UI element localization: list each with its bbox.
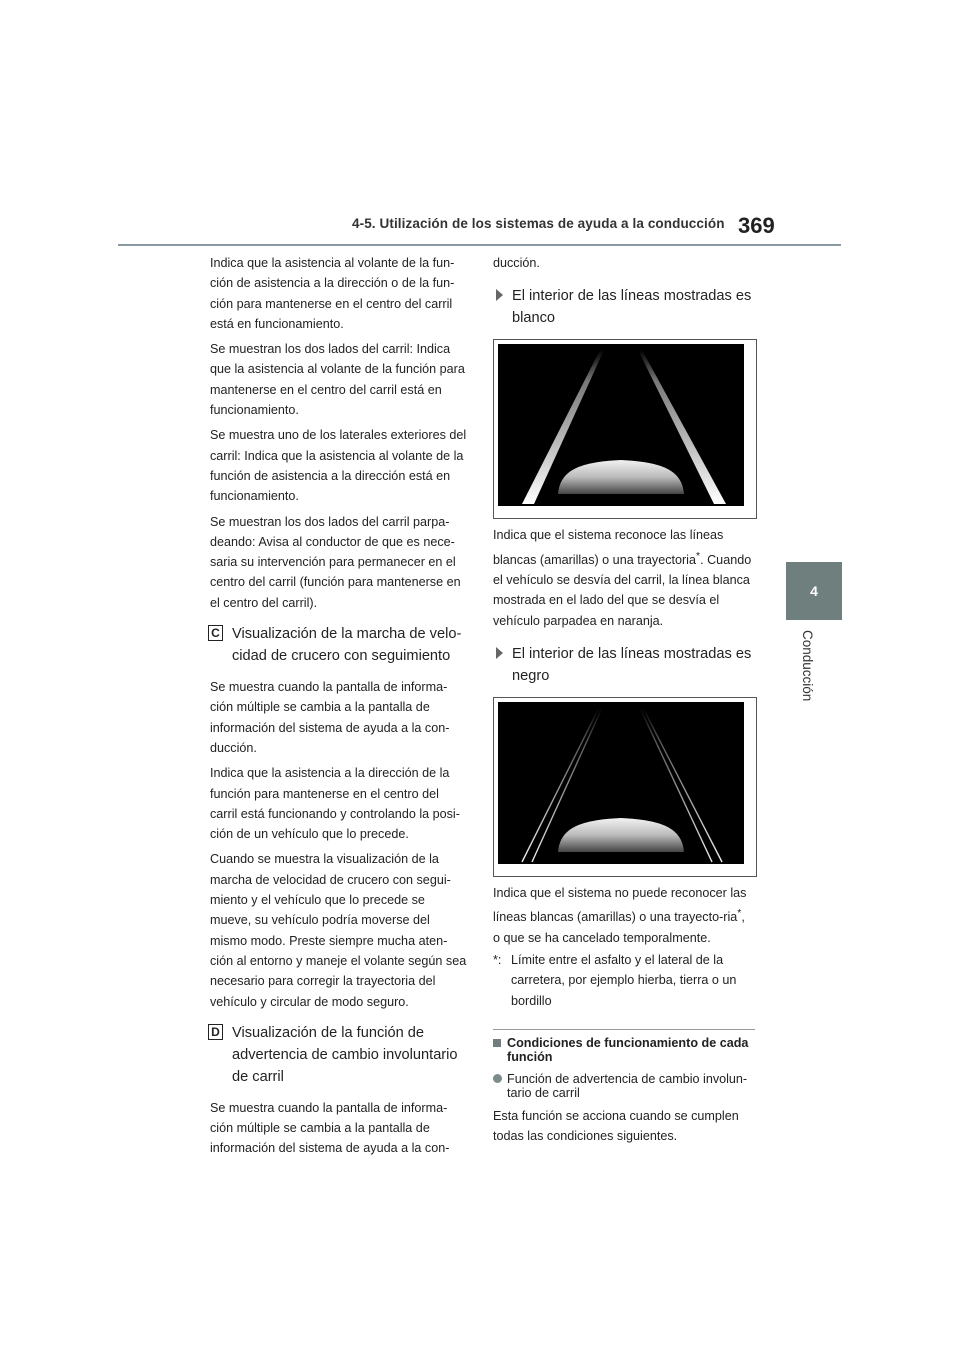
section-c-heading xyxy=(208,623,468,667)
section-d-heading xyxy=(208,1022,468,1088)
page-number: 369 xyxy=(738,213,775,238)
paragraph: Cuando se muestra la visualización de la marcha de velocidad de crucero con segui-miento y el vehículo que lo precede se mueve, su vehículo podría moverse del mismo modo. Preste siempre mucha aten-ción al entorno y maneje el volante según sea necesario para corregir la trayectoria del vehículo y circular de modo seguro. xyxy=(210,852,467,1009)
arrow-right-icon xyxy=(496,647,503,659)
lane-lines-white-illustration xyxy=(498,344,744,506)
footnote-mark: *: xyxy=(493,953,502,968)
bullet-white-title: El interior de las líneas mostradas es blanco xyxy=(512,288,752,327)
lane-display-black-figure xyxy=(493,697,757,877)
footnote-text: Límite entre el asfalto y el lateral de la carretera, por ejemplo hierba, tierra o un bordillo xyxy=(511,953,737,1008)
chapter-tab: 4 xyxy=(786,562,842,620)
conditions-item: Función de advertencia de cambio involun-tario de carril xyxy=(493,1072,755,1100)
paragraph: Se muestran los dos lados del carril parpa-deando: Avisa al conductor de que es nece-saria su intervención para permanecer en el centro del carril (función para mantenerse en el centro del carril). xyxy=(210,514,461,610)
square-bullet-icon xyxy=(493,1039,501,1047)
paragraph: Esta función se acciona cuando se cumplen todas las condiciones siguientes. xyxy=(493,1108,739,1144)
chapter-label: Conducción xyxy=(800,630,815,702)
paragraph: Se muestra cuando la pantalla de informa-ción múltiple se cambia a la pantalla de información del sistema de ayuda a la con-ducción. xyxy=(210,680,450,755)
header-rule xyxy=(118,244,841,246)
lane-lines-outline-illustration xyxy=(498,702,744,864)
section-d-title: Visualización de la función de advertencia de cambio involuntario de carril xyxy=(232,1024,458,1085)
section-header-title: 4-5. Utilización de los sistemas de ayuda a la conducción xyxy=(352,216,725,231)
section-c-title: Visualización de la marcha de velo-cidad de crucero con seguimiento xyxy=(232,626,462,665)
footnote-marker: * xyxy=(696,549,701,562)
paragraph: Indica que la asistencia al volante de la fun-ción de asistencia a la dirección o de la fun-ción para mantenerse en el centro del carril está en funcionamiento. xyxy=(210,256,455,331)
bullet-black-title: El interior de las líneas mostradas es negro xyxy=(512,645,752,684)
lane-display-white-figure xyxy=(493,339,757,519)
arrow-right-icon xyxy=(496,289,503,301)
section-d-badge: D xyxy=(208,1024,223,1040)
paragraph: Se muestra uno de los laterales exteriores del carril: Indica que la asistencia al volante de la función de asistencia a la dirección está en funcionamiento. xyxy=(210,428,467,504)
bullet-white-lines xyxy=(493,285,755,329)
figure-black-caption: Indica que el sistema no puede reconocer las líneas blancas (amarillas) o una trayecto-ria*, o que se ha cancelado temporalmente. xyxy=(493,885,747,945)
footnote xyxy=(493,950,755,1011)
paragraph: Se muestran los dos lados del carril: Indica que la asistencia al volante de la función para mantenerse en el centro del carril está en funcionamiento. xyxy=(210,342,465,418)
paragraph: Indica que la asistencia a la dirección de la función para mantenerse en el centro del carril está funcionando y controlando la posi-ción de un vehículo que lo precede. xyxy=(210,766,460,842)
section-c-badge: C xyxy=(208,625,223,641)
divider xyxy=(493,1029,755,1030)
paragraph: ducción. xyxy=(493,256,540,270)
figure-white-caption: Indica que el sistema reconoce las líneas blancas (amarillas) o una trayectoria*. Cuando el vehículo se desvía del carril, la línea blanca mostrada en el lado del que se desvía el vehículo parpadea en naranja. xyxy=(493,528,752,628)
circle-bullet-icon xyxy=(493,1074,502,1083)
conditions-heading: Condiciones de funcionamiento de cada función xyxy=(493,1036,755,1064)
bullet-black-lines xyxy=(493,643,755,687)
paragraph: Se muestra cuando la pantalla de informa-ción múltiple se cambia a la pantalla de información del sistema de ayuda a la con- xyxy=(210,1100,450,1156)
left-column xyxy=(210,253,468,1164)
right-column xyxy=(493,253,755,1152)
footnote-marker: * xyxy=(737,907,742,920)
